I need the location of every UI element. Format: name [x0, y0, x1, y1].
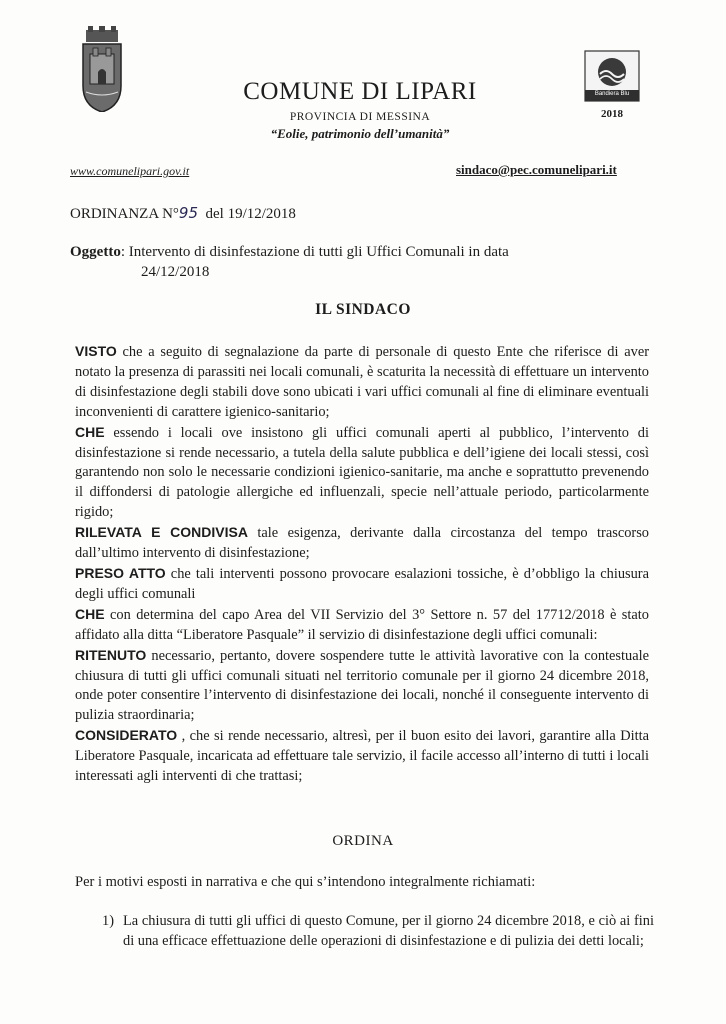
- recital-keyword: CHE: [75, 423, 105, 440]
- recital-text: essendo i locali ove insistono gli uffici comunali aperti al pubblico, l’intervento di disinfestazione si rende necessario, a tutela della salute pubblica e dell’igiene dei locali stessi, così garantendo non solo le necessarie condizioni igienico-sanitarie, ma anche e soprattutto prevenendo il diffondersi di patologie allergiche ed influenzali, specie nell’attuale periodo, particolarmente rigido;: [75, 424, 649, 521]
- recital-keyword: CHE: [75, 605, 105, 622]
- recital-keyword: CONSIDERATO: [75, 727, 178, 744]
- coat-of-arms-icon: [80, 26, 124, 112]
- recital-paragraph: [75, 726, 649, 787]
- recital-paragraph: [75, 523, 649, 564]
- order-item-text: La chiusura di tutti gli uffici di questo Comune, per il giorno 24 dicembre 2018, e ciò ai fini di una efficace effettuazione delle operazioni di disinfestazione e di pulizia dei detti locali;: [123, 913, 654, 949]
- municipality-title: COMUNE DI LIPARI: [243, 78, 477, 105]
- subject-block: [70, 242, 630, 282]
- email-link[interactable]: sindaco@pec.comunelipari.it: [456, 162, 617, 177]
- ordinance-line: [70, 204, 296, 223]
- recital-text: che tali interventi possono provocare esalazioni tossiche, è d’obbligo la chiusura degli uffici comunali: [75, 565, 649, 602]
- recital-keyword: RILEVATA E CONDIVISA: [75, 524, 248, 541]
- recital-text: , che si rende necessario, altresì, per il buon esito dei lavori, garantire alla Ditta Liberatore Pasquale, incaricata ad effettuare tale servizio, il facile accesso all’interno di tutti i locali interessati agli interventi di che trattasi;: [75, 728, 649, 785]
- recital-text: con determina del capo Area del VII Servizio del 3° Settore n. 57 del 17712/2018 è stato affidato alla ditta “Liberatore Pasquale” il servizio di disinfestazione degli uffici comunali:: [75, 606, 649, 643]
- recital-text: che a seguito di segnalazione da parte di personale di questo Ente che riferisce di aver notato la presenza di parassiti nei locali comunali, è scaturita la necessità di effettuare un intervento di disinfestazione degli stabili dove sono ubicati i vari uffici comunali al fine di eliminare eventuali inconvenienti di carattere igienico-sanitario;: [75, 344, 649, 420]
- recital-text: necessario, pertanto, dovere sospendere tutte le attività lavorative con la contestuale chiusura di tutti gli uffici comunali situati nel territorio comunale per il giorno 24 dicembre 2018, onde poter consentire l’intervento di disinfestazione dei locali, nonché il conseguente intervento di pulizia straordinaria;: [75, 647, 649, 724]
- recital-paragraph: [75, 564, 649, 605]
- subject-text-line1: : Intervento di disinfestazione di tutti gli Uffici Comunali in data: [120, 244, 509, 260]
- motivation-line: Per i motivi esposti in narrativa e che qui s’intendono integralmente richiamati:: [75, 874, 536, 890]
- recitals-body: [75, 342, 649, 787]
- order-item-number: 1): [102, 913, 114, 929]
- recital-keyword: VISTO: [75, 343, 117, 359]
- website-link[interactable]: www.comunelipari.gov.it: [70, 164, 190, 178]
- subject-text-line2: 24/12/2018: [141, 264, 210, 280]
- bandiera-blu-label: Bandiera Blu: [594, 91, 630, 97]
- recital-paragraph: [75, 342, 649, 423]
- recital-paragraph: [75, 605, 649, 646]
- subject-label: Oggetto: [70, 244, 121, 260]
- ordinance-number: 95: [178, 204, 199, 222]
- recital-text: tale esigenza, derivante dalla circostanza del tempo trascorso dall’ultimo intervento di disinfestazione;: [75, 525, 649, 562]
- bandiera-blu-year: 2018: [601, 108, 623, 120]
- recital-keyword: RITENUTO: [75, 646, 147, 663]
- province-name: PROVINCIA DI MESSINA: [289, 111, 431, 123]
- section-heading-sindaco: IL SINDACO: [315, 301, 411, 318]
- recital-paragraph: [75, 646, 649, 727]
- recital-paragraph: [75, 423, 649, 524]
- recital-keyword: PRESO ATTO: [75, 564, 166, 581]
- ordinance-date: del 19/12/2018: [205, 206, 296, 222]
- ordinance-label: ORDINANZA N°: [70, 206, 179, 222]
- order-item: [102, 911, 654, 951]
- municipality-motto: “Eolie, patrimonio dell’umanità”: [270, 126, 450, 141]
- section-heading-ordina: ORDINA: [332, 833, 394, 849]
